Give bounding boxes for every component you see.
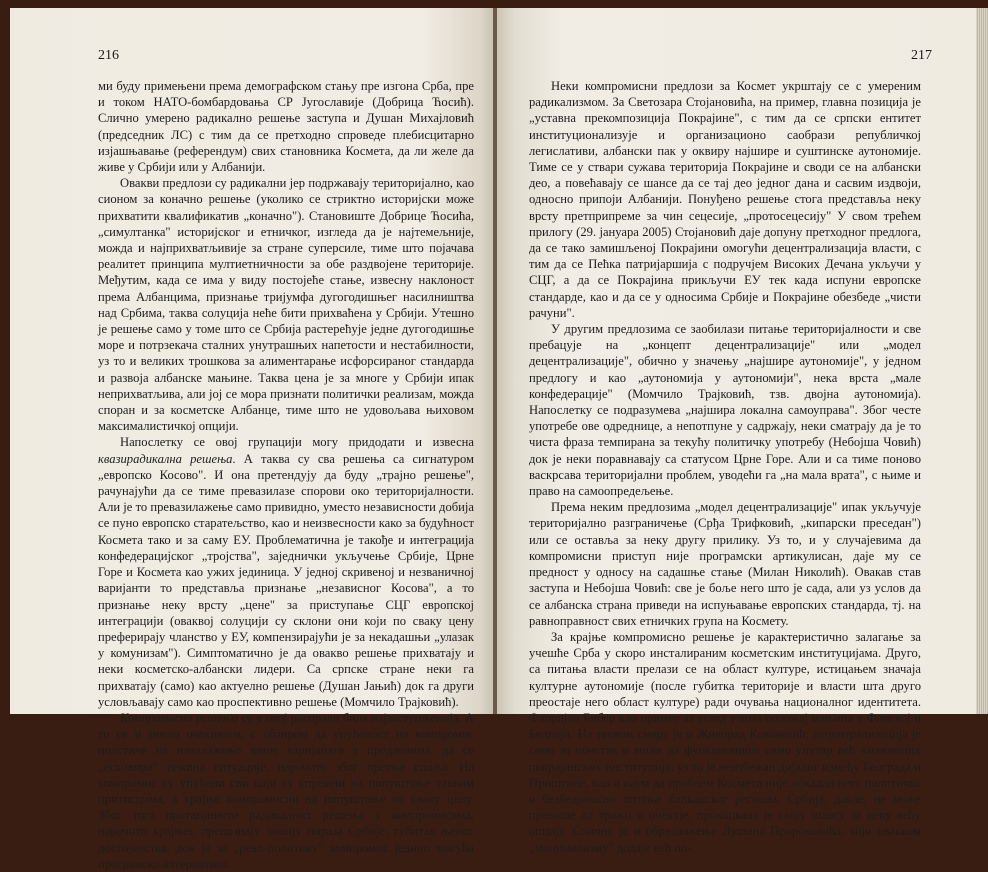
paragraph-text: Напослетку се овој групацији могу придодати и извесна	[120, 435, 474, 450]
paragraph: ми буду примењени према демографском стању пре изгона Срба, пре и током НАТО-бомбардовања СР Југославије (Добрица Ћосић). Слично умерено радикално решење заступа и Душан Михајловић (председник ЛС) с тим да се претходно спроведе плебисцитарно изјашњавање (референдум) свих становника Космета, да ли желе да живе у Србији или у Албанији.	[98, 79, 474, 175]
page-number-left: 216	[98, 48, 119, 63]
paragraph	[98, 710, 474, 872]
page-number-right: 217	[911, 48, 932, 63]
left-page-text	[98, 78, 474, 872]
paragraph: У другим предлозима се заобилази питање територијалности и све пребацује на „концепт децентрализације" или „модел децентрализације", обично у значењу „најшире аутономије", у једном предлогу и као „аутономија у аутономији", нека врста „мале конфедерације" (Момчило Трајковић, тзв. двојна аутономија). Напослетку се подразумева „најшира локална самоуправа". Због честе употребе ове одреднице, а непотпуне у садржају, неки сматрају да је то чиста фраза темпирана за текућу политичку употребу (Небојша Човић) док је неки поравнавају са статусом Црне Горе. Али и са тиме поново васкрсава територијални проблем, уводећи га „на мала врата", с њиме и право на самоопредељење.	[529, 322, 921, 499]
right-page-text	[529, 78, 921, 856]
paragraph-text: су у овој расправи била најзаступљенија. А то се и могло очекивати, с обзиром да упућеност на компромис подстиче на изналажење више варијаната у предлозима, да се „ескивира" тежина ситуације, нарочито због претње споља. На компромис су упућени сви који су спремни на попуштање таквим притисцима, а крајње компромисни на попуштање по сваку цену. Због тога протагонисти радикалних решења у компромисима, нарочито крајњег, препознају линију пораза Србије, губитак њеног достојанства, док је за „реал-политику" компромис једино могућа програмска алтернатива.	[98, 710, 474, 871]
book-gutter	[493, 8, 497, 714]
paragraph: Према неким предлозима „модел децентрализације" ипак укључује територијално разграничење (Срђа Трифковић, „кипарски преседан") или се оставља за неку другу прилику. Уз то, и у случајевима да компромисни приступ није програмски артикулисан, даје му се предност у односу на садашње стање (Милан Николић). Овакав став заступа и Небојша Човић: све је боље него што је сада, али уз услов да се албанска страна приведи на испуњавање европских стандарда, тј. на равноправност свих етничких група на Космету.	[529, 500, 921, 628]
paragraph: Овакви предлози су радикални јер подржавају територијално, као сионом за коначно решење (уколико се стриктно историјски може прихватити квалификатив „коначно"). Становиште Добрице Ћосића, „симултанка" историјског и етничког, изгледа да је најтемељније, можда и најприхватљивије за стране суперсиле, тиме што појачава реалитет принципа мултиетничности за обе раздвојене територије. Међутим, када се има у виду постојеће стање, извесну наклоност према Албанцима, признање тријумфа дугогодишњег насилништва над Србима, таква солуција неће бити прихваћена у Србији. Утешно је решење само у томе што се Србија растерећује једне дугогодишње море и потрзекача сталних унутрашњих напетости и нестабилности, уз то и великих трошкова за алиментарање исфорсираног стандарда и развоја албанске мањине. Таква цена је за многе у Србији ипак неприхватљива, али јој се мора признати политички реализам, можда споран и за косметске Албанце, тиме што не удовољава њиховом максималистичкој опцији.	[98, 176, 474, 434]
page-edges	[976, 8, 988, 714]
paragraph: За крајње компромисно решење је карактеристично залагање за учешће Срба у скоро инсталираним косметским институцијама. Друго, са питања власти прелази се на област културе, истицањем значаја културне аутономије (после губитка територије и власти шта друго преостаје него област културе) ради очувања националног идентитета. Флоријан Бибер као пример за углед узима положај мањина у Финској и Белгији. На тaквом смеру је и Живорад Ковачевић; децентрализација је само за почетак и може да функционише само унутар већ заснованих покрајинских институција, уз то је неизбежан дијалог између Београда и Приштине, као и наум да проблем Космета није локалан него политичко и безбедоносно питање балканског региона. Србија, дакле, не може превише да тражи и очекује, прокоцкала је своју шансу за неку већу опцију. Слично је и образложење Душана Пророковића, који оваквом „минимализму" додаје већ по-	[529, 629, 921, 855]
paragraph	[98, 434, 474, 709]
emphasis-text: квазирадикална решења	[98, 451, 233, 466]
emphasis-text: Компромисна решења	[120, 710, 239, 725]
paragraph: Неки компромисни предлози за Космет укрштају се с умереним радикализмом. За Светозара Стојановића, на пример, главна позиција је „уставна прекомпозиција Покрајине", с тим да се српски ентитет институционализује и организационо саобрази републичкој легислативи, албански пак у оквиру најшире и суштинске аутономије. Тиме се у ствари сужава територија Покрајине и своди се на албански део, а повећавају се шансе да се тај део једног дана и сасвим издвоји, односно припоји Албанији. Понуђено решење стога представља неку врсту претприпреме за чин сецесије, „протосецесију" У свом трећем прилогу (29. јануара 2005) Стојановић даје допуну претходног предлога, да се тако замишљеној Покрајини омогући децентрализација власти, с тим да се Пећка патријаршија с подручјем Високих Дечана укључи у СЦГ, а да се Покрајина прикључи ЕУ тек када испуни европске стандарде, као и да се у односима Србије и Покрајине обезбеде „чисти рачуни".	[529, 79, 921, 320]
paragraph-text: . А таква су сва решења са сигнатуром „европско Косово". И она претендују да буду „трајно решење", рачунајући да се тиме превазилазе спорови око територијалности. Али је то превазилажење само привидно, уместо независности добија се пуно европско старатељство, као и неизвесности како за будућност Космета тако и за саму ЕУ. Проблематична је такође и интеграција конфедерацијског „тројства", заједнички укључење Србије, Црне Горе и Космета као ужих јединица. У једној скривеној и незваничној варијанти то представља признање „независног Косова", а то признање неку врсту „цене" за приступање СЦГ европској интеграцији (оваквој солуцији су склони они који по сваку цену преферирају чланство у ЕУ, компензирајући је за некадашњи „улазак у комунизам"). Симптоматично је да овакво решење прихватају и неки косметско-албански лидери. Са српске стране неки га прихватају (само) као актуелно решење (Душан Јањић) док га други условљавају само као проспективно решење (Момчило Трајковић).	[98, 451, 474, 709]
left-page	[10, 8, 495, 871]
right-page	[495, 8, 978, 855]
